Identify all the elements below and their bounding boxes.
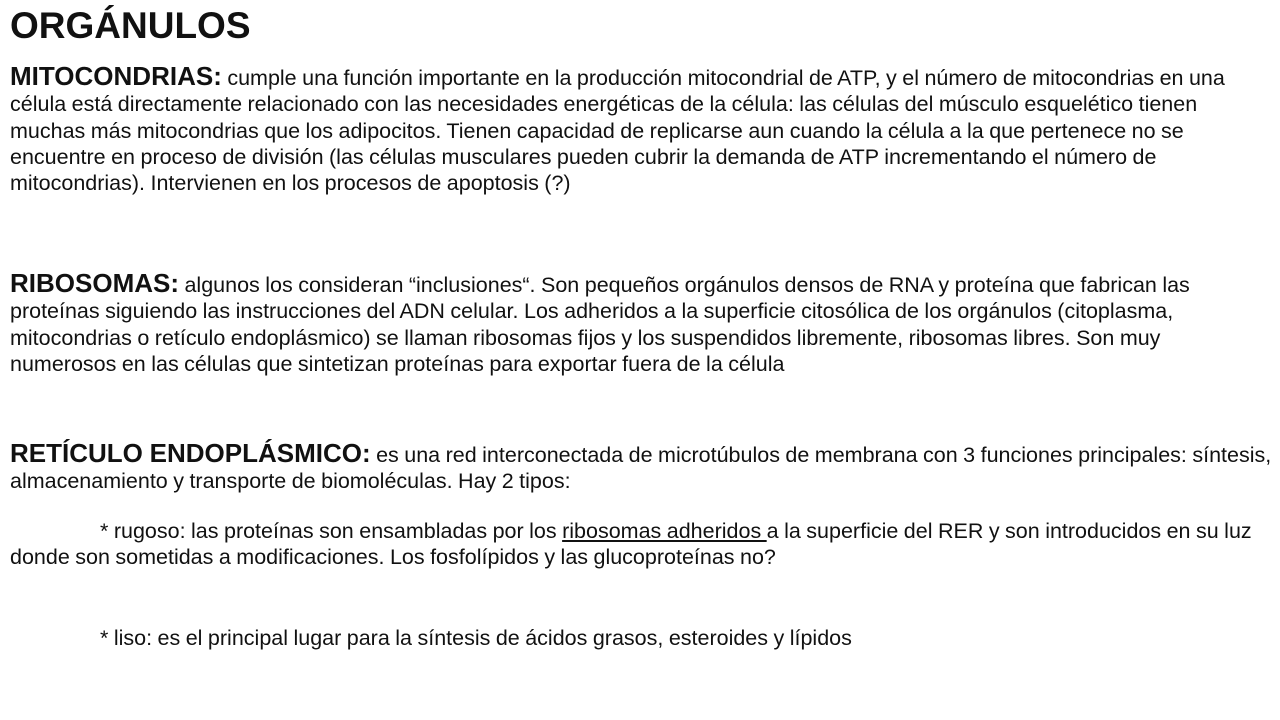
rugoso-underlined: ribosomas adheridos xyxy=(562,519,767,543)
liso-paragraph xyxy=(10,625,1272,651)
slide-title: ORGÁNULOS xyxy=(10,5,251,46)
reticulo-paragraph xyxy=(10,440,1272,495)
liso-text: * liso: es el principal lugar para la síntesis de ácidos grasos, esteroides y lípidos xyxy=(100,626,852,650)
reticulo-term: RETÍCULO ENDOPLÁSMICO: xyxy=(10,438,371,468)
reticulo-text: es una red interconectada de microtúbulos de membrana con 3 funciones principales: síntesis, almacenamiento y transporte de biomoléculas. Hay 2 tipos: xyxy=(10,443,1272,494)
ribosomas-term: RIBOSOMAS: xyxy=(10,268,179,298)
ribosomas-paragraph xyxy=(10,270,1272,377)
ribosomas-text: algunos los consideran “inclusiones“. Son pequeños orgánulos densos de RNA y proteína que fabrican las proteínas siguiendo las instrucciones del ADN celular. Los adheridos a la superficie citosólica de los orgánulos (citoplasma, mitocondrias o retículo endoplásmico) se llaman ribosomas fijos y los suspendidos libremente, ribosomas libres. Son muy numerosos en las células que sintetizan proteínas para exportar fuera de la célula xyxy=(10,273,1190,376)
mitocondrias-text: cumple una función importante en la producción mitocondrial de ATP, y el número de mitocondrias en una célula está directamente relacionado con las necesidades energéticas de la célula: las células del músculo esquelético tienen muchas más mitocondrias que los adipocitos. Tienen capacidad de replicarse aun cuando la célula a la que pertenece no se encuentre en proceso de división (las células musculares pueden cubrir la demanda de ATP incrementando el número de mitocondrias). Intervienen en los procesos de apoptosis (?) xyxy=(10,66,1225,196)
mitocondrias-term: MITOCONDRIAS: xyxy=(10,61,222,91)
rugoso-suffix: a la superficie del RER y son introducidos en su luz donde son sometidas a modificaciones. Los fosfolípidos y las glucoproteínas no? xyxy=(10,519,1252,570)
mitocondrias-paragraph xyxy=(10,63,1272,196)
rugoso-prefix: * rugoso: las proteínas son ensambladas por los xyxy=(100,519,563,543)
rugoso-paragraph xyxy=(10,518,1272,571)
